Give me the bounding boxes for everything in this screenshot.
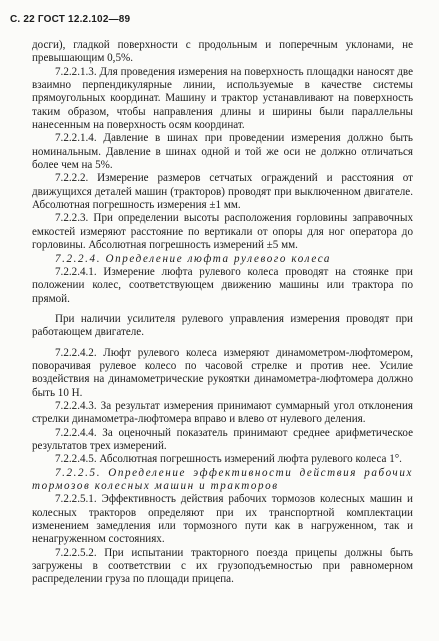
paragraph: 7.2.2.5.1. Эффективность действия рабочих тормозов колесных машин и колесных тракторов определяют при их транспортной комплектации изменением замедления или тормозного пути как в нагруженном, так и ненагруженном состояниях. bbox=[32, 493, 413, 546]
section-heading: 7.2.2.5. Определение эффективности действия рабочих тормозов колесных машин и тракторов bbox=[32, 466, 413, 492]
page-header: С. 22 ГОСТ 12.2.102—89 bbox=[10, 14, 131, 25]
document-body bbox=[32, 39, 413, 587]
paragraph: 7.2.2.4.3. За результат измерения принимают суммарный угол отклонения стрелки динамометра-люфтомера вправо и влево от нулевого деления. bbox=[32, 399, 413, 426]
paragraph: 7.2.2.4.5. Абсолютная погрешность измерений люфта рулевого колеса 1°. bbox=[55, 453, 402, 466]
paragraph: 7.2.2.3. При определении высоты расположения горловины заправочных емкостей измеряют расстояние по вертикали от опоры для ног оператора до горловины. Абсолютная погрешность измерений ±5 мм. bbox=[32, 212, 413, 252]
paragraph: 7.2.2.4.4. За оценочный показатель принимают среднее арифметическое результатов трех измерений. bbox=[32, 426, 413, 452]
paragraph: 7.2.2.4.1. Измерение люфта рулевого колеса проводят на стоянке при положении колес, соответствующем движению машины или трактора по прямой. bbox=[32, 265, 413, 305]
paragraph: 7.2.2.2. Измерение размеров сетчатых ограждений и расстояния от движущихся деталей машин (тракторов) проводят при выключенном двигателе. Абсолютная погрешность измерения ±1 мм. bbox=[32, 172, 413, 212]
paragraph: 7.2.2.4.2. Люфт рулевого колеса измеряют динамометром-люфтомером, поворачивая рулевое колесо по часовой стрелке и против нее. Усилие воздействия на динамометрические рукоятки динамометра-люфтомера должно быть 10 Н. bbox=[32, 346, 413, 399]
paragraph: 7.2.2.5.2. При испытании тракторного поезда прицепы должны быть загружены в соответствии с их грузоподъемностью при равномерном распределении груза по площади прицепа. bbox=[32, 546, 413, 586]
paragraph: 7.2.2.1.4. Давление в шинах при проведении измерения должно быть номинальным. Давление в шинах одной и той же оси не должно отличаться более чем на 5%. bbox=[32, 132, 413, 172]
paragraph: 7.2.2.1.3. Для проведения измерения на поверхность площадки наносят две взаимно перпендикулярные линии, используемые в качестве системы прямоугольных координат. Машину и трактор устанавливают на поверхность таким образом, чтобы направления длины и ширины были параллельны нанесенным на поверхность осям координат. bbox=[32, 65, 413, 132]
paragraph: При наличии усилителя рулевого управления измерения проводят при работающем двигателе. bbox=[32, 312, 413, 339]
section-heading: 7.2.2.4. Определение люфта рулевого колеса bbox=[55, 252, 332, 265]
paragraph: досги), гладкой поверхности с продольным и поперечным уклонами, не превышающим 0,5%. bbox=[32, 39, 413, 65]
